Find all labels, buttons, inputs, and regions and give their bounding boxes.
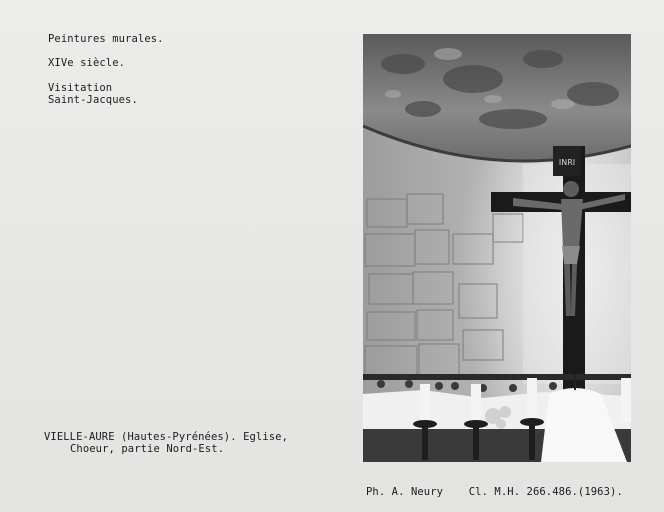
subject-label: Peintures murales. [48, 33, 164, 45]
saint-label: Saint-Jacques. [48, 94, 138, 106]
church-choir-photo [363, 34, 631, 462]
period-label: XIVe siècle. [48, 57, 126, 69]
location-detail: Choeur, partie Nord-Est. [70, 443, 225, 455]
photo-credit: Ph. A. Neury Cl. M.H. 266.486.(1963). [366, 486, 623, 498]
scene-label: Visitation [48, 82, 113, 94]
location-label: VIELLE-AURE (Hautes-Pyrénées). Eglise, [44, 431, 289, 443]
inri-plaque: INRI [558, 158, 576, 167]
